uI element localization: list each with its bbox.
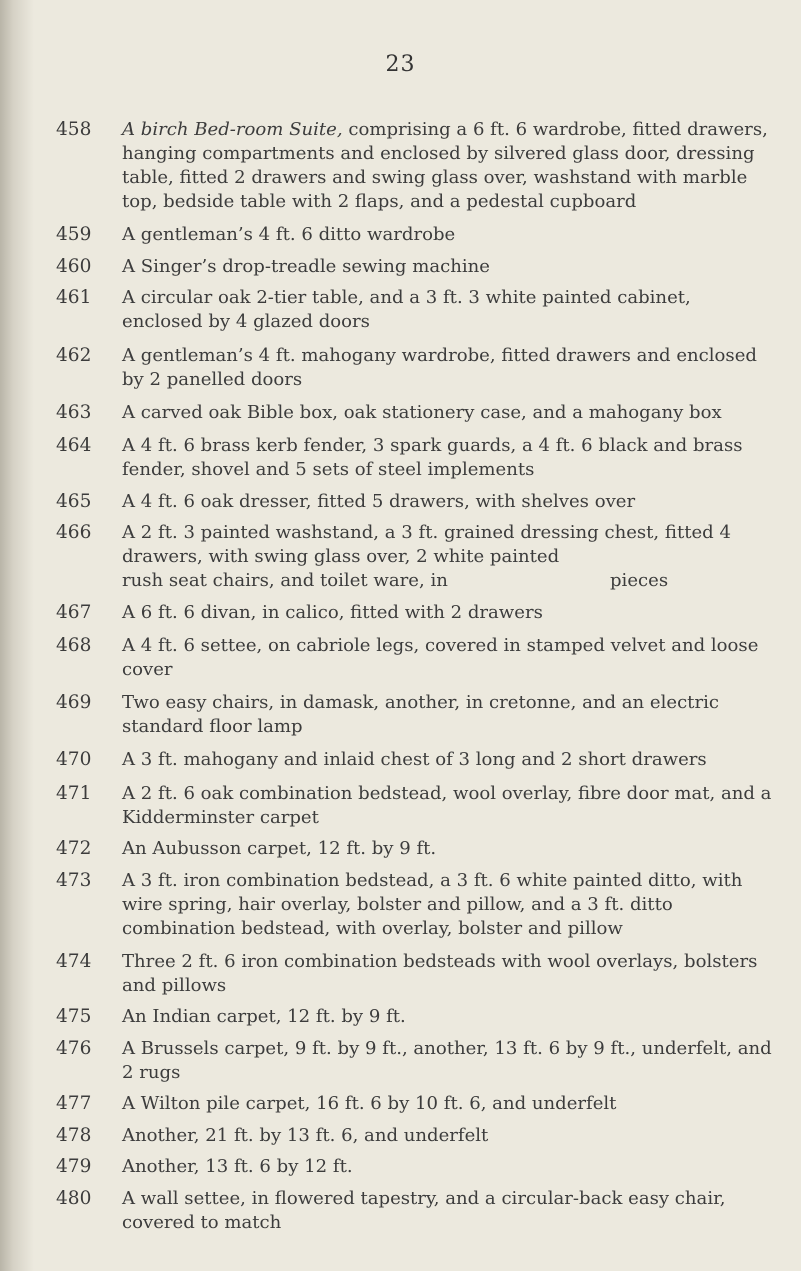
lot-description: An Indian carpet, 12 ft. by 9 ft. bbox=[122, 1006, 406, 1028]
lot-number: 480 bbox=[56, 1187, 92, 1209]
lot-lead-italic: A birch Bed-room Suite, bbox=[122, 119, 343, 140]
lot-number: 472 bbox=[56, 838, 92, 860]
lot-number: 459 bbox=[56, 224, 92, 246]
lot-number: 468 bbox=[56, 634, 92, 656]
lot-last-line-left: rush seat chairs, and toilet ware, in bbox=[122, 570, 448, 592]
lot-number: 466 bbox=[56, 522, 92, 544]
lot-number: 463 bbox=[56, 401, 92, 423]
lot-description: A Brussels carpet, 9 ft. by 9 ft., another, 13 ft. 6 by 9 ft., underfelt, and 2 rugs bbox=[122, 1038, 772, 1084]
lot-description: A gentleman’s 4 ft. 6 ditto wardrobe bbox=[122, 224, 456, 246]
lot-description-text: comprising a 6 ft. 6 wardrobe, fitted drawers, hanging compartments and enclosed by silvered glass door, dressing table, fitted 2 drawers and swing glass over, washstand with marble top, bedside table with 2 flaps, and a pedestal cupboard bbox=[122, 119, 768, 213]
lot-description: A 6 ft. 6 divan, in calico, fitted with 2 drawers bbox=[122, 601, 543, 623]
lot-number: 478 bbox=[56, 1124, 92, 1146]
lot-number: 477 bbox=[56, 1093, 92, 1115]
lot-number: 461 bbox=[56, 287, 92, 309]
lot-number: 462 bbox=[56, 344, 92, 366]
lot-number: 467 bbox=[56, 601, 92, 623]
lot-number: 458 bbox=[56, 119, 92, 140]
lot-number: 470 bbox=[56, 749, 92, 771]
lot-description: A 4 ft. 6 settee, on cabriole legs, covered in stamped velvet and loose cover bbox=[122, 634, 759, 681]
lot-description: A 4 ft. 6 brass kerb fender, 3 spark guards, a 4 ft. 6 black and brass fender, shovel and 5 sets of steel implements bbox=[122, 435, 743, 481]
lot-description: A carved oak Bible box, oak stationery case, and a mahogany box bbox=[122, 401, 722, 423]
lot-number: 476 bbox=[56, 1038, 92, 1059]
lot-description: A 3 ft. mahogany and inlaid chest of 3 long and 2 short drawers bbox=[122, 749, 707, 771]
lot-number: 471 bbox=[56, 782, 92, 804]
lot-description: A circular oak 2-tier table, and a 3 ft. 3 white painted cabinet, enclosed by 4 glazed doors bbox=[122, 287, 691, 333]
lot-last-line-right: pieces bbox=[610, 570, 669, 592]
lot-number: 465 bbox=[56, 490, 92, 512]
page-number: 23 bbox=[385, 52, 416, 77]
lot-description: A gentleman’s 4 ft. mahogany wardrobe, fitted drawers and enclosed by 2 panelled doors bbox=[122, 344, 757, 390]
lot-number: 469 bbox=[56, 692, 92, 714]
lot-description-text: A 2 ft. 3 painted washstand, a 3 ft. grained dressing chest, fitted 4 drawers, with swing glass over, 2 white painted bbox=[122, 522, 731, 568]
lot-description: A 3 ft. iron combination bedstead, a 3 ft. 6 white painted ditto, with wire spring, hair overlay, bolster and pillow, and a 3 ft. ditto combination bedstead, with overlay, bolster and pillow bbox=[122, 869, 743, 940]
lot-description bbox=[122, 118, 774, 214]
lot-description: A Singer’s drop-treadle sewing machine bbox=[122, 255, 490, 277]
lot-number: 473 bbox=[56, 869, 92, 891]
lot-description: Three 2 ft. 6 iron combination bedsteads with wool overlays, bolsters and pillows bbox=[122, 951, 758, 997]
lot-description: A wall settee, in flowered tapestry, and a circular-back easy chair, covered to match bbox=[122, 1187, 726, 1234]
lot-description: Another, 21 ft. by 13 ft. 6, and underfelt bbox=[122, 1124, 489, 1146]
lot-number: 475 bbox=[56, 1006, 92, 1028]
lot-description: A 4 ft. 6 oak dresser, fitted 5 drawers, with shelves over bbox=[122, 490, 636, 512]
page-edge-shadow bbox=[0, 0, 34, 1271]
lot-number: 474 bbox=[56, 951, 92, 973]
lot-number: 460 bbox=[56, 255, 92, 277]
lot-description: An Aubusson carpet, 12 ft. by 9 ft. bbox=[122, 838, 437, 860]
lot-last-line bbox=[122, 569, 774, 593]
lot-description: Two easy chairs, in damask, another, in cretonne, and an electric standard floor lamp bbox=[122, 692, 719, 738]
lot-description: Another, 13 ft. 6 by 12 ft. bbox=[122, 1156, 353, 1178]
lot-description: A Wilton pile carpet, 16 ft. 6 by 10 ft. 6, and underfelt bbox=[122, 1093, 617, 1115]
lot-description bbox=[122, 521, 774, 593]
lot-number: 479 bbox=[56, 1156, 92, 1178]
lot-number: 464 bbox=[56, 435, 92, 457]
lot-description: A 2 ft. 6 oak combination bedstead, wool overlay, fibre door mat, and a Kidderminster carpet bbox=[122, 782, 772, 828]
